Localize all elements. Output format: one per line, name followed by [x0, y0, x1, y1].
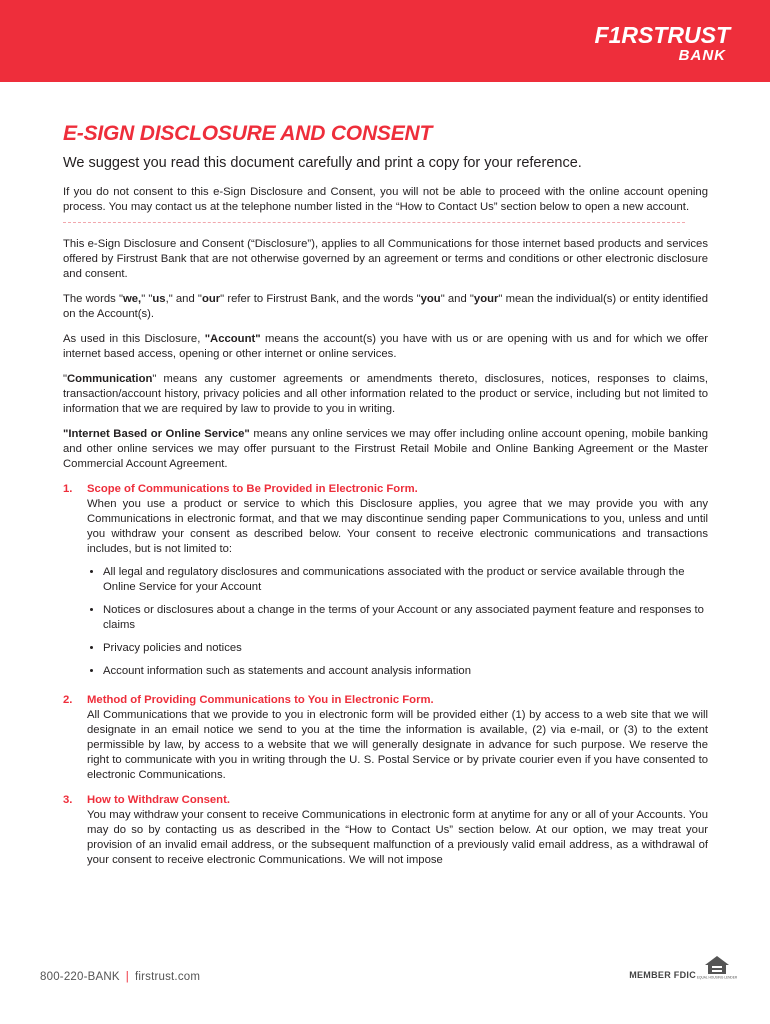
section-2-heading: 2. Method of Providing Communications to You in Electronic Form.: [63, 694, 434, 706]
subtitle: We suggest you read this document carefully and print a copy for your reference.: [63, 155, 582, 171]
section-1-bullets: [63, 565, 708, 679]
svg-text:EQUAL HOUSING LENDER: EQUAL HOUSING LENDER: [696, 975, 738, 980]
section-1-body: When you use a product or service to which this Disclosure applies, you agree that we may provide you with any Communications in electronic format, and that we may discontinue sending paper Communications to you, unless and until you withdraw your consent as described below. Your consent to receive electronic communications and transactions includes, but is not limited to:: [87, 498, 708, 555]
logo-line-2: BANK: [678, 47, 726, 64]
paragraph-definitions-we-you: The words "we," "us," and "our" refer to Firstrust Bank, and the words "you" and "your" mean the individual(s) or entity identified on the Account(s).: [63, 293, 708, 320]
equal-housing-lender-icon: [696, 955, 738, 983]
paragraph-account-definition: As used in this Disclosure, "Account" means the account(s) you have with us or are opening with us and for which we offer internet based access, opening or other internet or online services.: [63, 333, 708, 360]
intro-paragraph: If you do not consent to this e-Sign Disclosure and Consent, you will not be able to proceed with the online account opening process. You may contact us at the telephone number listed in the “How to Contact Us” section below to open a new account.: [63, 186, 708, 213]
section-3-heading: 3. How to Withdraw Consent.: [63, 794, 230, 806]
paragraph-online-service-definition: "Internet Based or Online Service" means any online services we may offer including online account opening, mobile banking and other online services we may offer pursuant to the Firstrust Retail Mobile and Online Banking Agreement or the Master Commercial Account Agreement.: [63, 428, 708, 470]
paragraph-communication-definition: "Communication" means any customer agreements or amendments thereto, disclosures, notices, responses to claims, transaction/account history, privacy policies and all other information related to the product or service, including but not limited to information that we are required by law to provide to you in writing.: [63, 373, 708, 415]
list-item: • Notices or disclosures about a change in the terms of your Account or any associated payment feature and responses to claims: [103, 603, 708, 633]
footer-phone: 800-220-BANK: [40, 971, 120, 983]
page-title: E-SIGN DISCLOSURE AND CONSENT: [63, 122, 433, 145]
member-fdic-label: MEMBER FDIC: [629, 970, 696, 980]
section-3-body: You may withdraw your consent to receive Communications in electronic form at anytime for any or all of your Accounts. You may do so by contacting us as described in the “How to Contact Us” section below. At our option, we may treat your provision of an invalid email address, or the subsequent malfunction of a previously valid email address, as a withdrawal of your consent to receive electronic Communications. We will not impose: [87, 809, 708, 866]
section-1-heading: 1. Scope of Communications to Be Provided in Electronic Form.: [63, 483, 418, 495]
section-2: [63, 693, 708, 783]
list-item: • All legal and regulatory disclosures and communications associated with the product or service available through the Online Service for your Account: [103, 565, 708, 595]
footer-badges: [629, 955, 738, 983]
section-1: [63, 482, 708, 679]
list-item: • Account information such as statements and account analysis information: [103, 664, 708, 679]
footer-contact: [40, 971, 200, 983]
firstrust-logo: [595, 24, 730, 63]
document-body: [63, 122, 708, 868]
section-2-body: All Communications that we provide to you in electronic form will be provided either (1) by access to a web site that we will designate in an email notice we send to you at the time the information is available, (2) via e-mail, or (3) to the extent permissible by law, by access to a website that we will generally designate in advance for such purpose. We reserve the right to communicate with you in writing through the U. S. Postal Service or by private courier even if you have consented to electronic Communications.: [87, 709, 708, 781]
footer-separator: |: [125, 971, 129, 983]
footer-website: firstrust.com: [134, 971, 201, 983]
list-item: • Privacy policies and notices: [103, 641, 708, 656]
divider: [63, 222, 685, 223]
header-bar: [0, 0, 770, 82]
logo-line-1: F1RSTRUST: [594, 22, 730, 48]
section-3: [63, 793, 708, 868]
paragraph-disclosure: This e-Sign Disclosure and Consent (“Disclosure”), applies to all Communications for those internet based products and services offered by Firstrust Bank that are not otherwise governed by an agreement or terms and conditions or other electronic disclosure and consent.: [63, 238, 708, 280]
